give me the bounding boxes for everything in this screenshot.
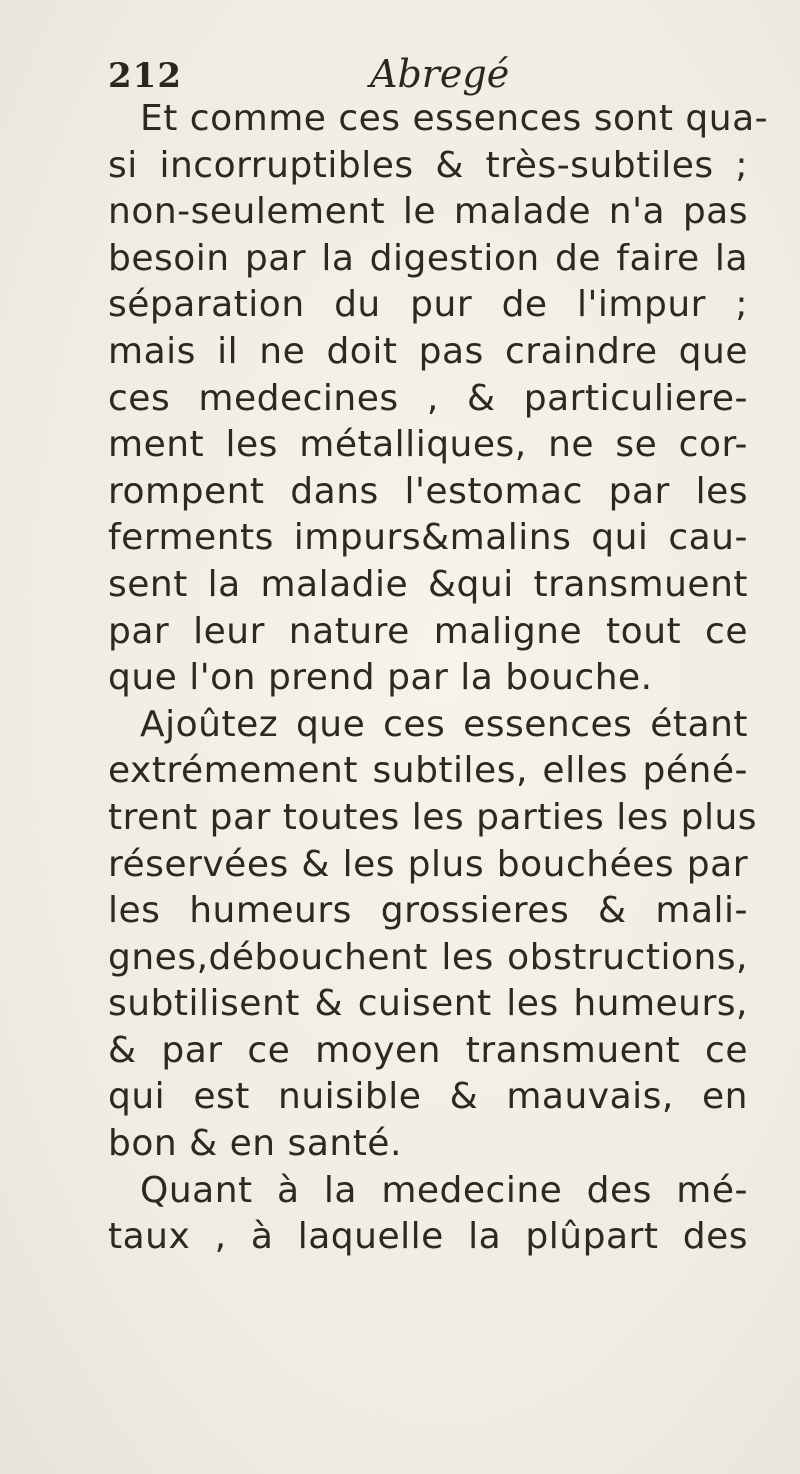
text-line: trent par toutes les parties les plus [108, 796, 758, 838]
text-line: ment les métalliques, ne se cor- [108, 424, 748, 466]
text-line: subtilisent & cuisent les humeurs, [108, 983, 748, 1025]
page-number: 212 [108, 56, 182, 96]
text-line: séparation du pur de l'impur ; [108, 284, 748, 326]
text-line: gnes,débouchent les obstructions, [108, 936, 748, 978]
text-line: mais il ne doit pas craindre que [108, 330, 748, 372]
text-line: que l'on prend par la bouche. [108, 657, 653, 699]
text-line: ces medecines , & particuliere- [108, 377, 748, 419]
text-line: bon & en santé. [108, 1123, 402, 1165]
running-head: Abregé [370, 52, 510, 96]
text-line: rompent dans l'estomac par les [108, 470, 748, 512]
text-line: qui est nuisible & mauvais, en [108, 1076, 748, 1118]
text-line: par leur nature maligne tout ce [108, 610, 748, 652]
text-line: réservées & les plus bouchées par [108, 843, 748, 885]
text-line: sent la maladie &qui transmuent [108, 563, 748, 605]
text-line: Quant à la medecine des mé- [140, 1169, 748, 1211]
text-line: taux , à laquelle la plûpart des [108, 1216, 748, 1258]
text-line: extrémement subtiles, elles péné- [108, 750, 748, 792]
body-text [108, 96, 769, 1261]
text-line: Et comme ces essences sont qua- [140, 98, 769, 139]
text-line: ferments impurs&malins qui cau- [108, 517, 748, 559]
page-header [108, 52, 728, 100]
text-line: non-seulement le malade n'a pas [108, 191, 748, 233]
text-line: besoin par la digestion de faire la [108, 237, 748, 279]
text-line: les humeurs grossieres & mali- [108, 890, 748, 932]
text-line: si incorruptibles & très-subtiles ; [108, 144, 748, 186]
text-line: & par ce moyen transmuent ce [108, 1029, 748, 1071]
text-line: Ajoûtez que ces essences étant [140, 703, 748, 745]
